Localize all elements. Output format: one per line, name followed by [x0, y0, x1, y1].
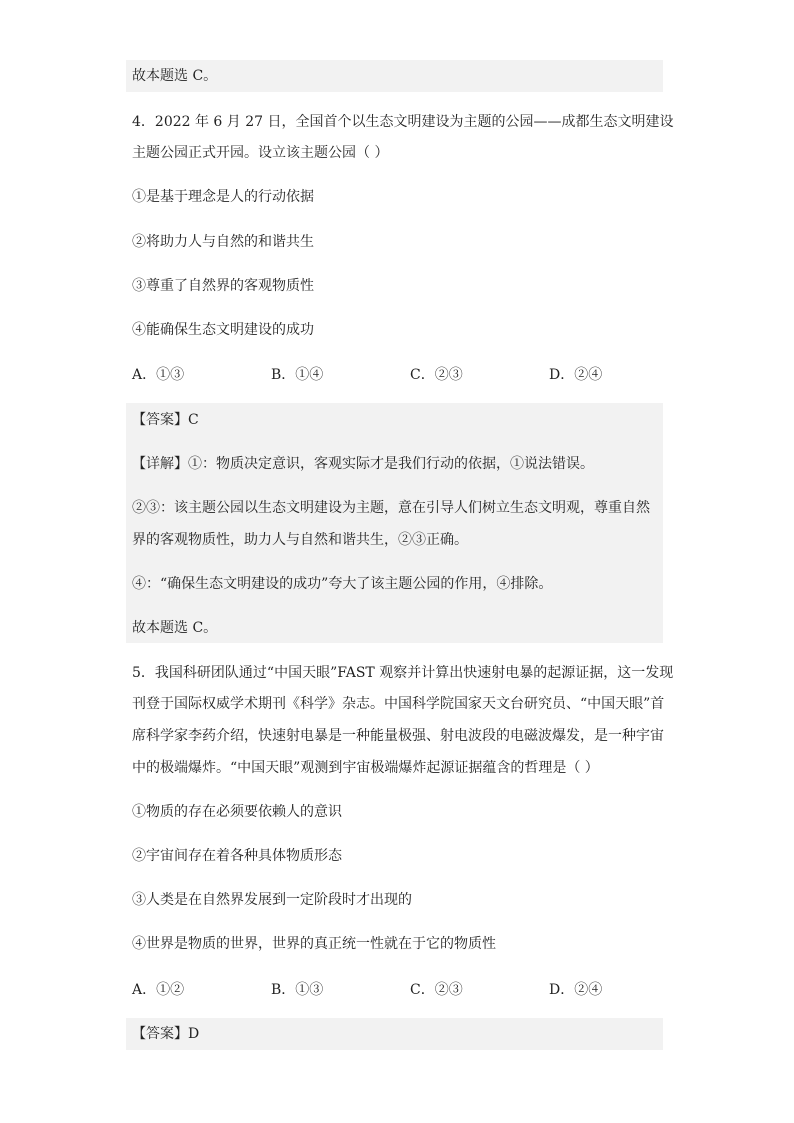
q4-option-d: D．②④ — [549, 367, 603, 383]
q4-item-4: ④能确保生态文明建设的成功 — [132, 322, 314, 338]
q4-option-b: B．①④ — [271, 367, 324, 383]
q5-option-d: D．②④ — [549, 982, 603, 998]
q5-stem-line1: 5．我国科研团队通过“中国天眼”FAST 观察并计算出快速射电暴的起源证据，这一发现 — [132, 665, 674, 681]
q4-stem-line1: 4．2022 年 6 月 27 日，全国首个以生态文明建设为主题的公园——成都生态文明建设 — [132, 114, 674, 130]
q4-option-c: C．②③ — [410, 367, 463, 383]
q5-answer: 【答案】D — [132, 1026, 200, 1042]
q4-detail-line3: 界的客观物质性，助力人与自然和谐共生，②③正确。 — [132, 532, 468, 548]
q5-option-a: A．①② — [132, 982, 185, 998]
q5-option-c: C．②③ — [410, 982, 463, 998]
q4-conclusion: 故本题选 C。 — [132, 620, 218, 636]
q4-stem-line2: 主题公园正式开园。设立该主题公园（ ） — [132, 145, 389, 161]
q4-answer: 【答案】C — [132, 412, 199, 428]
q5-stem-line2: 刊登于国际权威学术期刊《科学》杂志。中国科学院国家天文台研究员、“中国天眼”首 — [132, 696, 665, 712]
q5-item-2: ②宇宙间存在着各种具体物质形态 — [132, 848, 342, 864]
q4-detail-line2: ②③：该主题公园以生态文明建设为主题，意在引导人们树立生态文明观，尊重自然 — [132, 500, 650, 516]
q4-item-3: ③尊重了自然界的客观物质性 — [132, 278, 314, 294]
q4-detail-line1: 【详解】①：物质决定意识，客观实际才是我们行动的依据，①说法错误。 — [132, 456, 594, 472]
q4-item-1: ①是基于理念是人的行动依据 — [132, 189, 314, 205]
q4-item-2: ②将助力人与自然的和谐共生 — [132, 234, 314, 250]
top-conclusion: 故本题选 C。 — [132, 68, 218, 84]
shade-q4-analysis — [126, 403, 663, 643]
q4-option-a: A．①③ — [132, 367, 185, 383]
q4-detail-line4: ④：“确保生态文明建设的成功”夸大了该主题公园的作用，④排除。 — [132, 576, 553, 592]
q5-item-4: ④世界是物质的世界，世界的真正统一性就在于它的物质性 — [132, 936, 496, 952]
q5-item-3: ③人类是在自然界发展到一定阶段时才出现的 — [132, 892, 412, 908]
q5-stem-line3: 席科学家李药介绍，快速射电暴是一种能量极强、射电波段的电磁波爆发，是一种宇宙 — [132, 728, 664, 744]
q5-item-1: ①物质的存在必须要依赖人的意识 — [132, 804, 342, 820]
q5-option-b: B．①③ — [271, 982, 324, 998]
q5-stem-line4: 中的极端爆炸。“中国天眼”观测到宇宙极端爆炸起源证据蕴含的哲理是（ ） — [132, 760, 599, 776]
